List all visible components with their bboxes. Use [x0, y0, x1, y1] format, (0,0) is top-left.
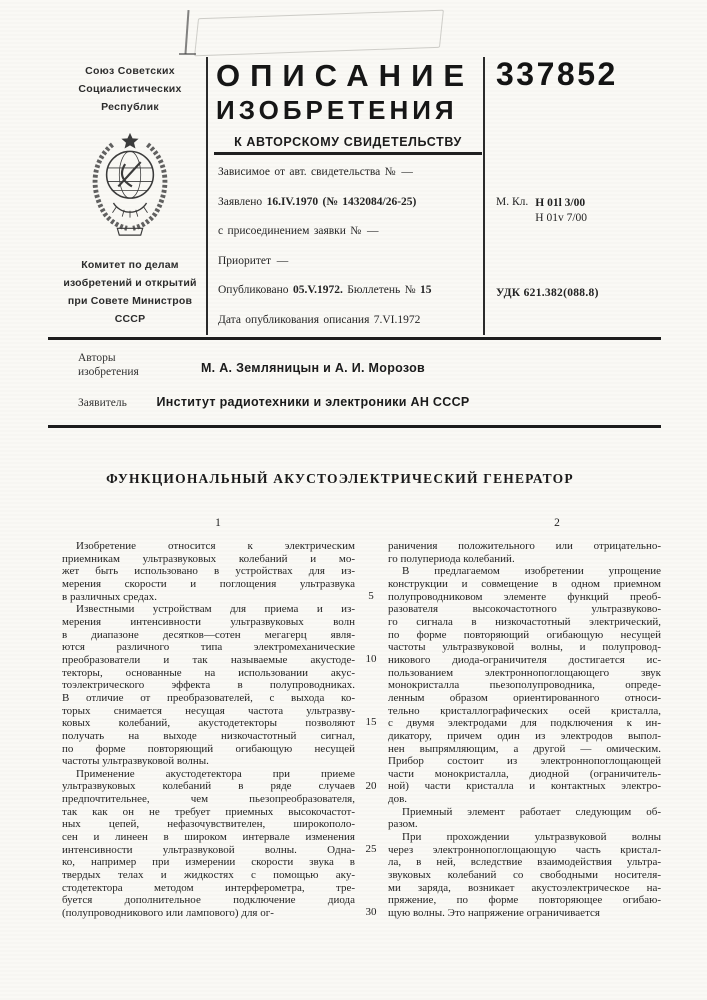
body-text-line: ко, например при измерении скорости звука в	[62, 856, 355, 869]
body-text-line: ются различного типа электромеханические	[62, 641, 355, 654]
body-text-line: через электроннопоглощающую часть кристал-	[388, 843, 661, 856]
body-text-line: ми заряда, возникает акустоэлектрическое на-	[388, 881, 661, 894]
line-number: 20	[365, 779, 377, 792]
text-line: при Совете Министров	[67, 295, 193, 307]
committee-name	[48, 256, 212, 328]
body-text-line: В предлагаемом изобретении упрощение	[402, 565, 661, 578]
body-text-line: Приемный элемент работает следующим об-	[402, 805, 661, 818]
body-text-line: При прохождении ультразвуковой волны	[402, 831, 661, 844]
applicant-label: Заявитель	[78, 397, 127, 409]
header-divider-line	[483, 57, 485, 335]
body-text-line: ультразвуковых колебаний в ряде случаев	[62, 780, 355, 793]
body-text-line: так как он не требует приемных высокочастот-	[62, 805, 355, 818]
line-number: 10	[365, 653, 377, 665]
body-text-line: го сигнала в низкочастотный электрический,	[388, 615, 661, 628]
text-line: Союз Советских	[85, 65, 175, 77]
body-text-line: жет быть использовано в устройствах для из-	[62, 565, 355, 578]
doc-type-title: ОПИСАНИЕ	[216, 58, 475, 93]
body-text-line: текторы, основанные на использовании акус-	[62, 666, 355, 679]
body-text-line: мерения интенсивности ультразвуковых волн	[62, 615, 355, 628]
column-number: 1	[215, 517, 221, 529]
bibliographic-fields	[218, 166, 480, 343]
body-text-line: ленным образом ориентированного относи-	[388, 691, 661, 704]
body-text-line: по форме повторяющий огибающую несущей	[62, 742, 355, 755]
body-text-line: преобразователи и так называемые акустоде-	[62, 653, 355, 666]
pencil-annotation-mark	[179, 53, 196, 55]
body-text-line: разом.	[388, 818, 418, 831]
body-text-line: раничения положительного или отрицательно-	[388, 540, 661, 552]
line-number: 5	[368, 589, 374, 602]
body-text-line: нен выпрямляющим, а другой — омическим.	[388, 742, 661, 755]
body-text-line: разователя высокочастотного ультразвуково-	[388, 603, 661, 616]
header-field-row: Приоритет —	[218, 254, 289, 267]
body-text-line: В отличие от преобразователей, с выхода ко-	[62, 691, 355, 704]
body-text-line: стодетектора методом интерферометра, тре-	[62, 881, 355, 894]
invention-title: ФУНКЦИОНАЛЬНЫЙ АКУСТОЭЛЕКТРИЧЕСКИЙ ГЕНЕРАТОР	[106, 471, 574, 486]
udc-code: УДК 621.382(088.8)	[496, 287, 599, 299]
body-text-line: Известными устройствам для приема и из-	[76, 603, 355, 616]
body-text-line: сен и линеен в широком интервале изменения	[62, 831, 355, 844]
header-field-row: с присоединением заявки № —	[218, 225, 379, 237]
body-text-line: Прибор состоит из электроннопоглощающей	[388, 755, 661, 768]
pencil-annotation-mark	[184, 10, 189, 54]
patent-number: 337852	[496, 56, 618, 92]
body-text-line: тоэлектрического эффекта в полупроводниках.	[62, 679, 355, 692]
header-field-row: Заявлено 16.IV.1970 (№ 1432084/26-25)	[218, 195, 417, 208]
header-field-row: Опубликовано 05.V.1972. Бюллетень № 15	[218, 284, 432, 296]
body-text-line: пользованием электроннопоглощающего звук	[388, 666, 661, 679]
body-text-line: Изобретение относится к электрическим	[76, 540, 355, 552]
section-rule	[48, 337, 661, 340]
body-text-line: части монокристалла, диодной (ограничитель-	[388, 767, 661, 780]
body-text-line: ной) части кристалла и контактных электро-	[388, 780, 661, 793]
body-text-line: по форме повторяющий огибающую несущей	[388, 628, 661, 641]
body-text-line: (полупроводникового или лампового) для ог-	[62, 907, 274, 920]
pencil-annotation-box	[194, 10, 444, 57]
body-text-line: Применение акустодетектора при приеме	[76, 767, 355, 780]
body-column-right	[388, 540, 661, 920]
header-divider-line	[206, 57, 208, 335]
text-line: Социалистических	[78, 83, 182, 95]
body-text-line: буется дополнительное подключение диода	[62, 894, 355, 907]
body-text-line: твердых телах и жидкостях с помощью аку-	[62, 869, 355, 882]
body-text-line: полупроводниковом элементе функций преоб-	[388, 590, 661, 603]
section-rule	[48, 425, 661, 428]
body-text-line: ковых колебаний, акустодетекторы позволяют	[62, 717, 355, 730]
body-text-line: мерения скорости и поглощения ультразвука	[62, 577, 355, 590]
body-text-line: торых снимается несущая частота ультразву-	[62, 704, 355, 717]
body-text-line: дикатору, причем один из электродов выпол-	[388, 729, 661, 742]
int-class-label: М. Кл.	[496, 196, 529, 208]
line-number: 15	[365, 716, 377, 729]
body-text-line: ных цепей, нефазочувствителен, широкополо-	[62, 818, 355, 831]
body-text-line: конструкции и совмещение в одном приемном	[388, 577, 661, 590]
column-number: 2	[554, 517, 560, 529]
line-number: 25	[365, 843, 377, 855]
body-text-line: монокристалла пьезополупроводника, опреде-	[388, 679, 661, 692]
body-text-line: предпочтительнее, чем пьезопреобразователя,	[62, 793, 355, 806]
body-text-line: в диапазоне десятков—сотен мегагерц явля-	[62, 628, 355, 641]
line-number: 30	[365, 906, 377, 919]
text-line: СССР	[114, 313, 146, 325]
class-code: H 01v 7/00	[535, 212, 588, 224]
body-text-line: дов.	[388, 793, 408, 806]
body-text-line: щую волны. Это напряжение ограничивается	[388, 907, 600, 920]
body-text-line: приемникам ультразвуковых колебаний и мо-	[62, 552, 355, 565]
header-field-row: Дата опубликования описания 7.VI.1972	[218, 313, 421, 326]
int-class-codes	[496, 196, 587, 226]
authors-label-line: изобретения	[78, 366, 139, 378]
authors-label-line: Авторы	[78, 352, 116, 364]
body-text-line: тельно кристаллографических осей кристалла,	[388, 704, 661, 717]
authors-names: М. А. Земляницын и А. И. Морозов	[200, 361, 426, 375]
text-line: Комитет по делам	[81, 259, 179, 271]
class-code: H 01l 3/00	[535, 197, 586, 209]
body-text-line: интенсивности ультразвуковой волны. Одна-	[62, 843, 355, 856]
body-text-line: никового диода-ограничителя достигается ис-	[388, 653, 661, 666]
body-text-line: го полупериода колебаний.	[388, 552, 515, 565]
header-field-row: Зависимое от авт. свидетельства № —	[218, 166, 413, 178]
body-text-line: в различных средах.	[62, 590, 157, 603]
body-text-line: частоты ультразвуковой волны.	[62, 755, 209, 768]
doc-type-subtitle: К АВТОРСКОМУ СВИДЕТЕЛЬСТВУ	[234, 135, 462, 149]
body-text-line: пряжение, по форме повторяющее огибаю-	[388, 894, 661, 907]
body-text-line: звуковых колебаний со свободными носителя-	[388, 869, 661, 882]
applicant-name: Институт радиотехники и электроники АН СССР	[156, 395, 470, 409]
doc-type-title: ИЗОБРЕТЕНИЯ	[216, 95, 458, 125]
body-text-line: получать на выходе низкочастотный сигнал,	[62, 729, 355, 742]
subtitle-rule	[214, 152, 482, 155]
text-line: Республик	[101, 101, 159, 113]
body-column-left	[62, 540, 355, 920]
body-text-line: частоты ультразвуковой волны, и полупровод-	[388, 641, 661, 654]
union-name	[54, 62, 206, 116]
body-text-line: с двумя электродами для подключения к ин-	[388, 717, 661, 730]
text-line: изобретений и открытий	[63, 277, 197, 289]
ussr-coat-of-arms-icon	[80, 128, 180, 243]
body-text-line: ла, в ней, вследствие взаимодействия ультра-	[388, 856, 661, 869]
